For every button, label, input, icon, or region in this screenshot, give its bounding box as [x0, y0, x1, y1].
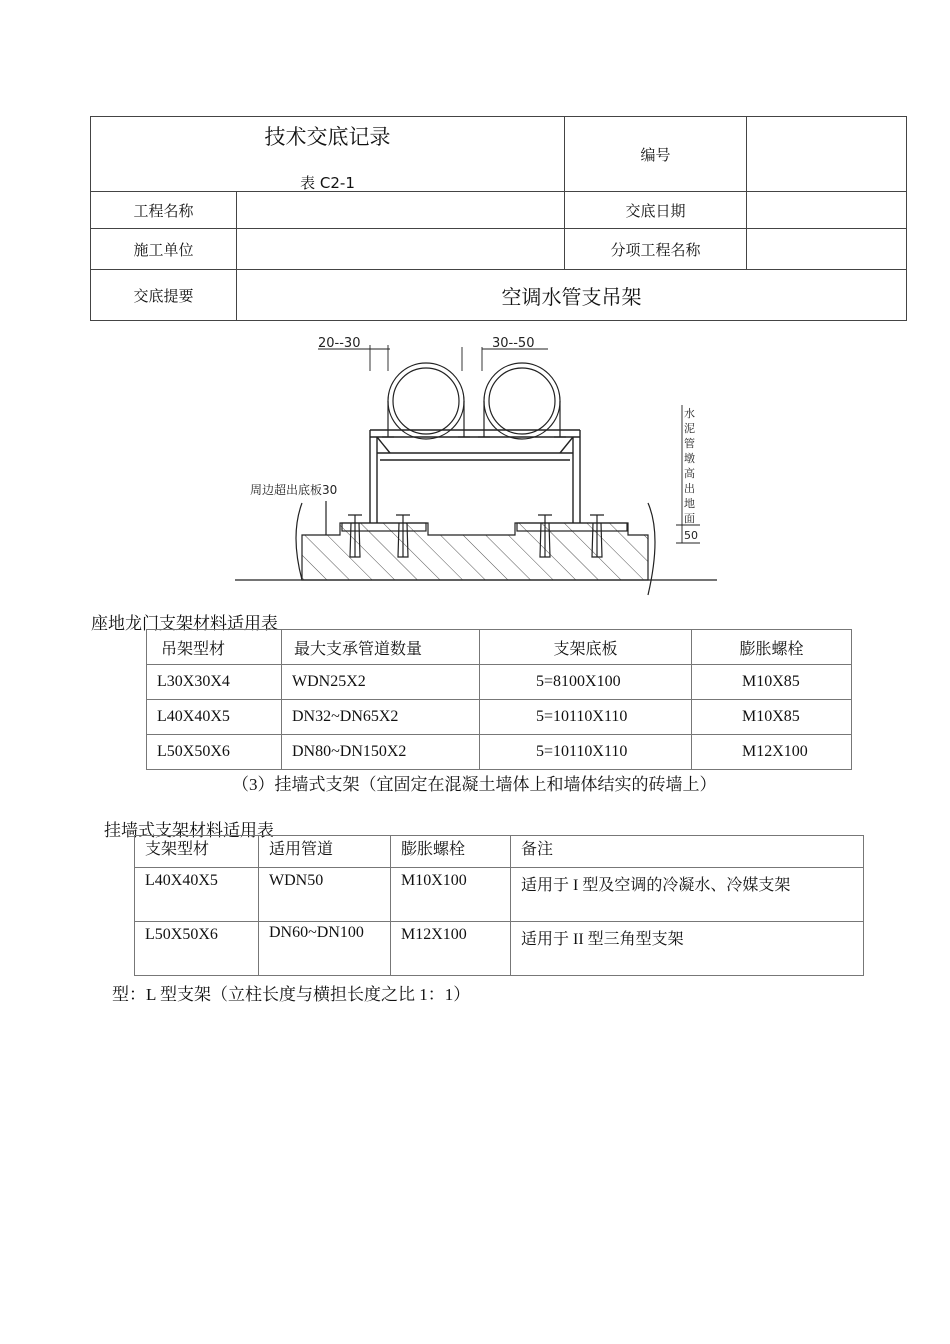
gantry-frame	[370, 430, 580, 523]
svg-text:水: 水	[684, 407, 695, 420]
title-cell	[91, 117, 565, 192]
table-header: 备注	[511, 836, 864, 868]
table-header: 最大支承管道数量	[282, 630, 480, 665]
document-title: 技术交底记录	[264, 125, 391, 149]
svg-text:出: 出	[684, 482, 695, 495]
wall-mounted-table	[134, 835, 864, 976]
project-name-label: 工程名称	[91, 192, 237, 229]
summary-label: 交底提要	[91, 270, 237, 321]
table-row	[147, 735, 852, 770]
table-cell: M10X85	[692, 700, 852, 735]
section-3-heading: （3）挂墙式支架（宜固定在混凝土墙体上和墙体结实的砖墙上）	[232, 775, 717, 794]
table-cell: WDN25X2	[282, 665, 480, 700]
svg-text:泥: 泥	[684, 422, 695, 435]
table-header: 吊架型材	[147, 630, 282, 665]
break-line-left	[296, 503, 302, 580]
table-cell: M10X85	[692, 665, 852, 700]
table-cell: WDN50	[259, 868, 391, 922]
pipes	[382, 363, 566, 439]
table-cell: DN80~DN150X2	[282, 735, 480, 770]
table-cell: L50X50X6	[135, 922, 259, 976]
break-line-right	[648, 503, 655, 595]
number-value	[747, 117, 907, 192]
project-name-value	[237, 192, 565, 229]
table-cell: 5=10110X110	[480, 735, 692, 770]
table-header-row	[147, 630, 852, 665]
note-base: 周边超出底板30	[250, 483, 338, 497]
dimension-lines	[318, 345, 700, 543]
floor-gantry-table	[146, 629, 852, 770]
table-header: 适用管道	[259, 836, 391, 868]
table-cell: L40X40X5	[135, 868, 259, 922]
svg-text:50: 50	[684, 529, 698, 542]
table-cell: M12X100	[692, 735, 852, 770]
table-header: 支架型材	[135, 836, 259, 868]
gantry-support-drawing	[230, 325, 720, 605]
table-cell: DN32~DN65X2	[282, 700, 480, 735]
subitem-label: 分项工程名称	[565, 229, 747, 270]
table-cell: L40X40X5	[147, 700, 282, 735]
table1-caption: 座地龙门支架材料适用表	[91, 614, 278, 633]
dim-right: 30--50	[492, 336, 535, 351]
svg-text:高: 高	[684, 467, 695, 480]
table-row	[135, 922, 864, 976]
table-cell: M12X100	[391, 922, 511, 976]
svg-text:墩: 墩	[684, 452, 695, 465]
svg-text:管: 管	[684, 437, 695, 450]
summary-value: 空调水管支吊架	[237, 270, 907, 321]
date-value	[747, 192, 907, 229]
header-table	[90, 116, 907, 321]
number-label: 编号	[565, 117, 747, 192]
table-header: 支架底板	[480, 630, 692, 665]
table-cell: L30X30X4	[147, 665, 282, 700]
unit-label: 施工单位	[91, 229, 237, 270]
table-header: 膨胀螺栓	[692, 630, 852, 665]
table-cell: 5=8100X100	[480, 665, 692, 700]
table-cell: 适用于 II 型三角型支架	[511, 922, 864, 976]
vertical-note	[684, 406, 698, 542]
svg-text:地: 地	[684, 497, 695, 510]
table-cell: L50X50X6	[147, 735, 282, 770]
table-row	[135, 868, 864, 922]
table2-caption: 挂墙式支架材料适用表	[104, 821, 274, 840]
subitem-value	[747, 229, 907, 270]
table-cell: DN60~DN100	[259, 922, 391, 976]
table-row	[147, 700, 852, 735]
table-cell: M10X100	[391, 868, 511, 922]
bottom-note: 型：L 型支架（立柱长度与横担长度之比 1：1）	[112, 985, 471, 1004]
table-cell: 适用于 I 型及空调的冷凝水、冷媒支架	[511, 868, 864, 922]
dim-left: 20--30	[318, 336, 361, 351]
table-header: 膨胀螺栓	[391, 836, 511, 868]
form-number: 表 C2-1	[300, 174, 355, 192]
table-cell: 5=10110X110	[480, 700, 692, 735]
table-row	[147, 665, 852, 700]
svg-text:面: 面	[684, 512, 695, 525]
unit-value	[237, 229, 565, 270]
table-header-row	[135, 836, 864, 868]
date-label: 交底日期	[565, 192, 747, 229]
